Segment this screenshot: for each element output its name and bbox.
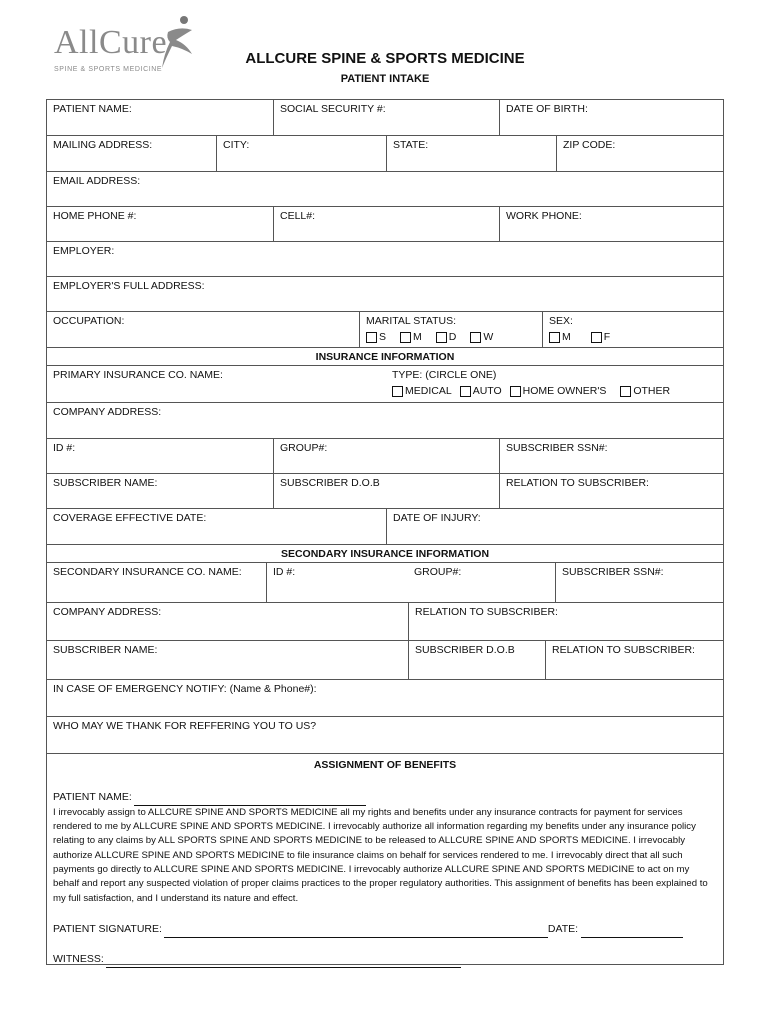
marital-option[interactable]: W	[470, 331, 493, 345]
cell-phone-field[interactable]: CELL#:	[273, 207, 499, 241]
checkbox[interactable]	[400, 332, 411, 343]
checkbox[interactable]	[620, 386, 631, 397]
checkbox[interactable]	[549, 332, 560, 343]
sex-option[interactable]: F	[591, 331, 610, 345]
section-header	[47, 544, 723, 562]
secondary-heading: SECONDARY INSURANCE INFORMATION	[280, 548, 490, 560]
form-row	[47, 171, 723, 206]
sex-field	[542, 312, 725, 347]
assignment-text: I irrevocably assign to ALLCURE SPINE AND SPORTS MEDICINE all my rights and benefits under any insurance contracts for payment for services rendered to me by ALLCURE SPINE AND SPORTS MEDICINE. I irrevocably authorize all information regarding my benefits under any insurance policy relating to any claims by ALL SPORTS SPINE AND SPORTS MEDICINE to be released to ALLCURE SPINE AND SPORTS MEDICINE. I irrevocably authorize ALLCURE SPINE AND SPORTS MEDICINE to file insurance claims on behalf for services rendered to me. I irrevocably direct that all such payments go directly to ALLCURE SPINE AND SPORTS MEDICINE. I irrevocably authorize ALLCURE SPINE AND SPORTS MEDICINE to act on my behalf and report any suspected violation of proper claims practices to the proper regulatory authorities. This assignment of benefits has been explained to my full satisfaction, and I understand its nature and effect.	[53, 806, 708, 904]
city-field[interactable]: CITY:	[216, 136, 386, 171]
section-header	[47, 347, 723, 365]
signature-line	[164, 936, 548, 938]
form-row	[47, 562, 723, 602]
patient-signature-row[interactable]: PATIENT SIGNATURE: DATE:	[53, 922, 717, 938]
sex-options	[549, 331, 719, 345]
company-address-field[interactable]: COMPANY ADDRESS:	[53, 406, 162, 418]
subscriber-dob-field[interactable]: SUBSCRIBER D.O.B	[273, 474, 499, 508]
form-row	[47, 276, 723, 311]
secondary-subscriber-name-field[interactable]: SUBSCRIBER NAME:	[53, 644, 158, 656]
email-field[interactable]: EMAIL ADDRESS:	[53, 175, 141, 187]
insurance-type-option[interactable]: HOME OWNER'S	[510, 385, 607, 399]
insurance-id-field[interactable]: ID #:	[53, 442, 76, 454]
patient-name-field[interactable]: PATIENT NAME:	[53, 103, 132, 115]
assignment-block	[47, 754, 723, 972]
assignment-patient-name[interactable]: PATIENT NAME:	[53, 790, 717, 806]
relation-field[interactable]: RELATION TO SUBSCRIBER:	[499, 474, 725, 508]
form-row	[47, 473, 723, 508]
form-row	[47, 206, 723, 241]
intake-form	[46, 99, 724, 965]
secondary-subscriber-dob-field[interactable]: SUBSCRIBER D.O.B	[408, 641, 545, 679]
witness-row[interactable]: WITNESS:	[53, 952, 717, 968]
marital-option[interactable]: S	[366, 331, 386, 345]
sex-option[interactable]: M	[549, 331, 571, 345]
insurance-type-options	[392, 385, 719, 399]
primary-insurance-field[interactable]: PRIMARY INSURANCE CO. NAME:	[53, 369, 223, 381]
form-row	[47, 241, 723, 276]
assignment-section	[47, 753, 723, 964]
group-field[interactable]: GROUP#:	[273, 439, 499, 473]
form-row	[47, 438, 723, 473]
state-field[interactable]: STATE:	[386, 136, 556, 171]
employer-field[interactable]: EMPLOYER:	[53, 245, 115, 257]
subscriber-name-field[interactable]: SUBSCRIBER NAME:	[53, 477, 158, 489]
secondary-group-field[interactable]: GROUP#:	[414, 566, 462, 578]
date-line	[581, 936, 683, 938]
form-row	[47, 311, 723, 347]
marital-options	[366, 331, 536, 345]
referral-field[interactable]: WHO MAY WE THANK FOR REFFERING YOU TO US?	[53, 720, 317, 732]
insurance-heading: INSURANCE INFORMATION	[315, 351, 455, 363]
checkbox[interactable]	[510, 386, 521, 397]
work-phone-field[interactable]: WORK PHONE:	[499, 207, 725, 241]
insurance-type-option[interactable]: AUTO	[460, 385, 502, 399]
logo-tagline: SPINE & SPORTS MEDICINE	[54, 66, 163, 73]
form-row	[47, 640, 723, 679]
secondary-id-field[interactable]: ID #:	[266, 563, 408, 602]
insurance-type-option[interactable]: OTHER	[620, 385, 670, 399]
form-subtitle: PATIENT INTAKE	[340, 73, 430, 85]
insurance-type-label: TYPE: (CIRCLE ONE)	[392, 369, 497, 381]
form-row	[47, 365, 723, 402]
occupation-field[interactable]: OCCUPATION:	[53, 315, 125, 327]
marital-option[interactable]: D	[436, 331, 457, 345]
coverage-date-field[interactable]: COVERAGE EFFECTIVE DATE:	[53, 512, 207, 524]
checkbox[interactable]	[591, 332, 602, 343]
form-row	[47, 716, 723, 753]
secondary-ssn-field[interactable]: SUBSCRIBER SSN#:	[555, 563, 725, 602]
sex-label: SEX:	[549, 315, 573, 327]
marital-status-field	[359, 312, 542, 347]
checkbox[interactable]	[366, 332, 377, 343]
marital-option[interactable]: M	[400, 331, 422, 345]
subscriber-ssn-field[interactable]: SUBSCRIBER SSN#:	[499, 439, 725, 473]
logo-wordmark: AllCure	[54, 24, 168, 61]
checkbox[interactable]	[436, 332, 447, 343]
checkbox[interactable]	[392, 386, 403, 397]
secondary-insurance-field[interactable]: SECONDARY INSURANCE CO. NAME:	[53, 566, 242, 578]
form-row	[47, 402, 723, 438]
form-row	[47, 508, 723, 544]
form-row	[47, 135, 723, 171]
dob-field[interactable]: DATE OF BIRTH:	[499, 100, 725, 135]
injury-date-field[interactable]: DATE OF INJURY:	[386, 509, 725, 544]
form-row	[47, 602, 723, 640]
checkbox[interactable]	[460, 386, 471, 397]
mailing-address-field[interactable]: MAILING ADDRESS:	[53, 139, 153, 151]
secondary-relation2-field[interactable]: RELATION TO SUBSCRIBER:	[545, 641, 725, 679]
zip-field[interactable]: ZIP CODE:	[556, 136, 725, 171]
secondary-company-address-field[interactable]: COMPANY ADDRESS:	[53, 606, 162, 618]
checkbox[interactable]	[470, 332, 481, 343]
ssn-field[interactable]: SOCIAL SECURITY #:	[273, 100, 499, 135]
form-row	[47, 679, 723, 716]
secondary-relation-field[interactable]: RELATION TO SUBSCRIBER:	[408, 603, 725, 640]
clinic-logo	[50, 14, 200, 78]
form-row	[47, 100, 723, 135]
witness-line	[106, 966, 461, 968]
assignment-heading: ASSIGNMENT OF BENEFITS	[313, 759, 457, 771]
emergency-contact-field[interactable]: IN CASE OF EMERGENCY NOTIFY: (Name & Phone#):	[53, 683, 317, 695]
insurance-type-option[interactable]: MEDICAL	[392, 385, 452, 399]
runner-figure-icon	[162, 14, 202, 70]
form-title: ALLCURE SPINE & SPORTS MEDICINE	[245, 50, 525, 67]
employer-address-field[interactable]: EMPLOYER'S FULL ADDRESS:	[53, 280, 205, 292]
insurance-type-field	[386, 366, 725, 402]
home-phone-field[interactable]: HOME PHONE #:	[53, 210, 137, 222]
marital-status-label: MARITAL STATUS:	[366, 315, 457, 327]
